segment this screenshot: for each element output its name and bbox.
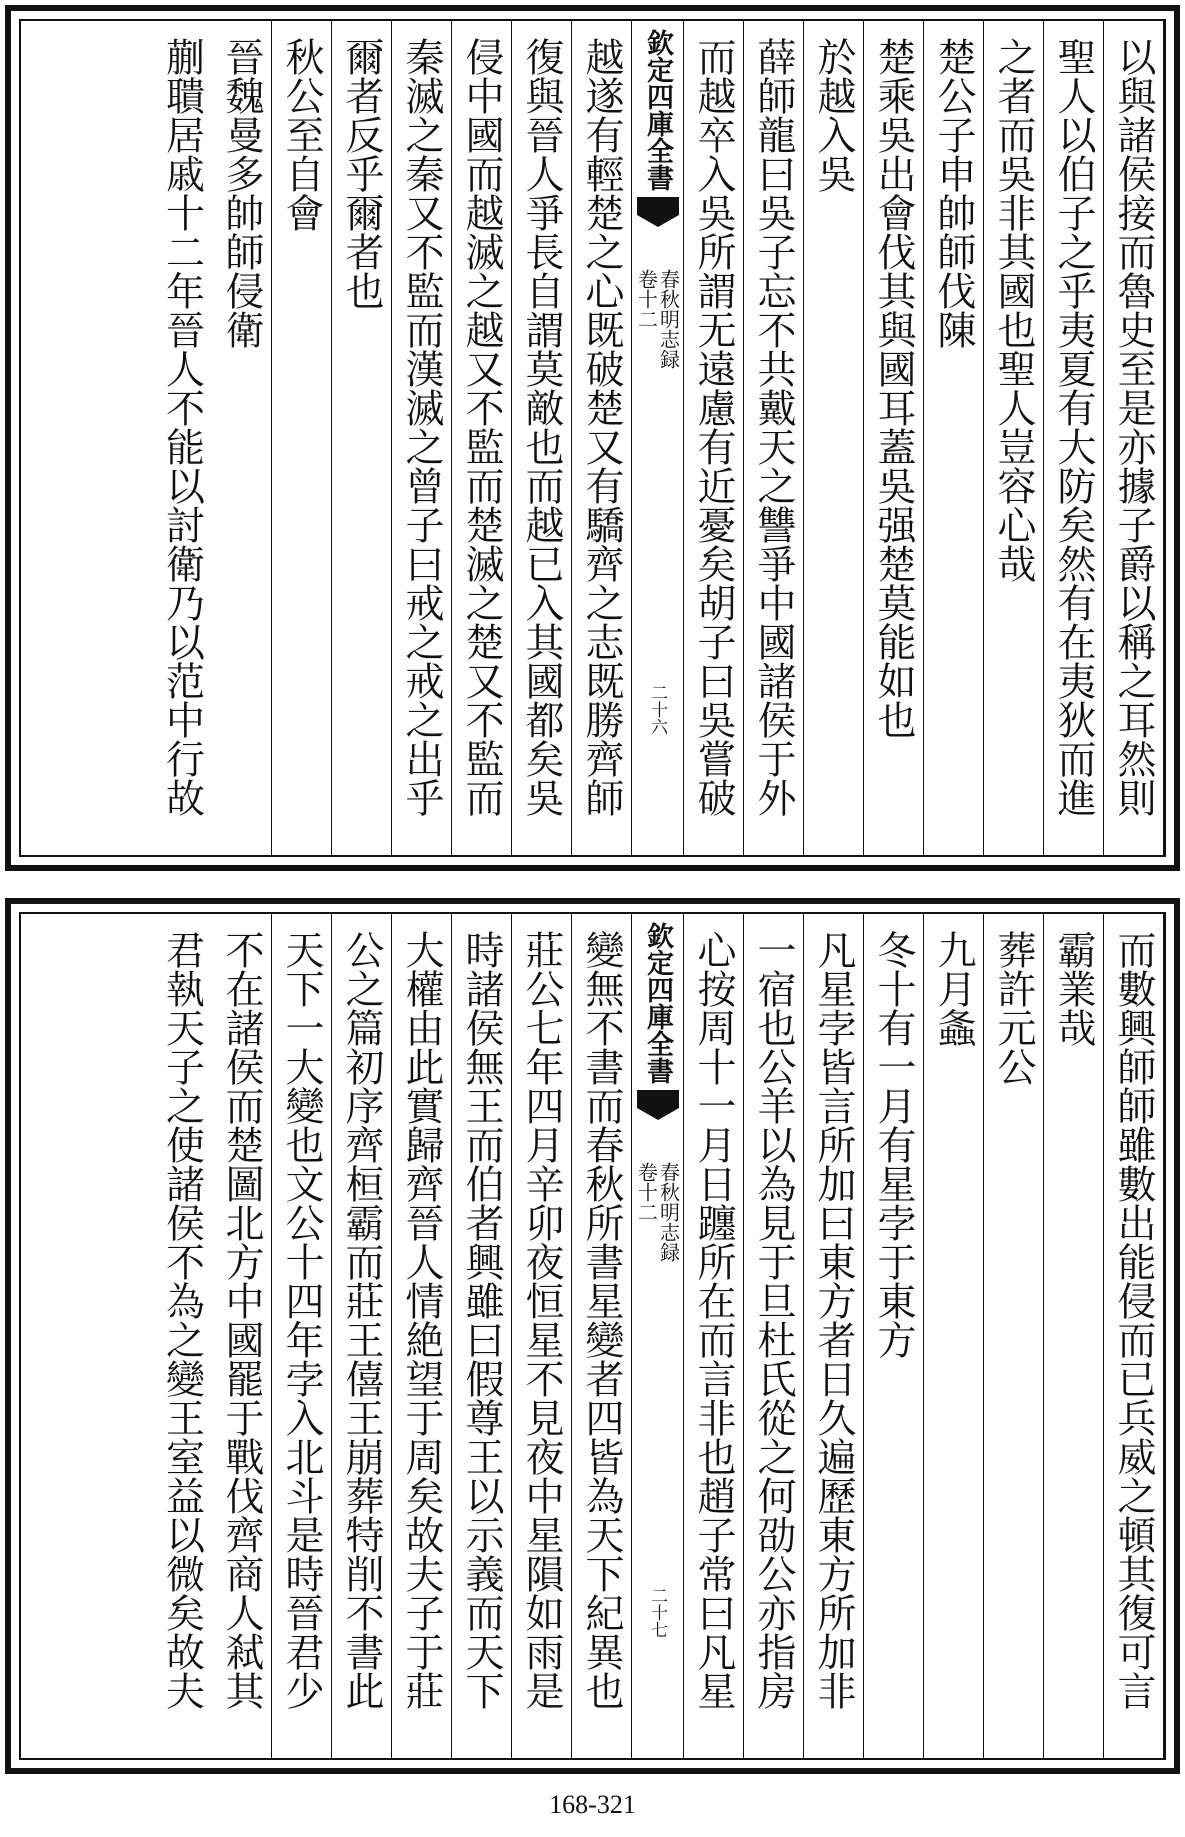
text-column (572, 914, 632, 1758)
section-title: 春秋明志録 (656, 1162, 681, 1262)
column-text: 蒯聵居戚十二年晉人不能以討衛乃以范中行故 (159, 37, 205, 817)
page-number: 二十七 (647, 1587, 667, 1638)
text-column (152, 914, 212, 1758)
column-text: 大權由此實歸齊晉人情絶望于周矣故夫子于莊 (399, 930, 444, 1710)
page-panel-bottom (5, 898, 1180, 1774)
page-panel-top (5, 5, 1180, 871)
text-column (392, 914, 452, 1758)
text-column (684, 914, 744, 1758)
text-column (744, 914, 804, 1758)
column-text: 而越卒入吳所謂无遠慮有近憂矣胡子曰吳嘗破 (691, 37, 736, 817)
column-text: 薛師龍曰吳子忘不共戴天之讐爭中國諸侯于外 (751, 37, 796, 817)
section-label (634, 1162, 681, 1262)
column-text: 一宿也公羊以為見于旦杜氏從之何劭公亦指房 (751, 930, 796, 1710)
text-column (1104, 21, 1164, 855)
footer-page-code: 168-321 (549, 1790, 636, 1819)
column-text: 公之篇初序齊桓霸而莊王僖王崩葬特削不書此 (339, 930, 384, 1710)
column-text: 而數興師師雖數出能侵而已兵威之頓其復可言 (1111, 930, 1156, 1710)
section-volume: 卷十二 (634, 269, 659, 329)
text-column (864, 914, 924, 1758)
section-title: 春秋明志録 (656, 269, 681, 369)
text-column (272, 914, 332, 1758)
book-title: 欽定四庫全書 (642, 29, 673, 191)
text-column (332, 914, 392, 1758)
text-column (744, 21, 804, 855)
text-column (1044, 21, 1104, 855)
column-text: 以與諸侯接而魯史至是亦據子爵以稱之耳然則 (1111, 37, 1156, 817)
column-text: 晉魏曼多帥師侵衛 (219, 37, 264, 349)
text-column (864, 21, 924, 855)
center-fold-column (632, 21, 684, 855)
column-text: 秋公至自會 (279, 37, 324, 232)
page-frame-bottom (19, 912, 1166, 1760)
column-text: 楚乘吳出會伐其與國耳蓋吳强楚莫能如也 (871, 37, 916, 739)
text-column (804, 914, 864, 1758)
column-text: 心按周十一月日躔所在而言非也趙子常曰凡星 (691, 930, 736, 1710)
column-text: 莊公七年四月辛卯夜恒星不見夜中星隕如雨是 (519, 930, 564, 1710)
column-text: 於越入吳 (811, 37, 856, 193)
text-column (152, 21, 212, 855)
page-frame-top (19, 19, 1166, 857)
text-column (212, 914, 272, 1758)
fishtail-mark-icon (637, 197, 679, 229)
column-text: 復與晉人爭長自謂莫敵也而越已入其國都矣吳 (519, 37, 564, 817)
column-text: 冬十有一月有星孛于東方 (871, 930, 916, 1359)
column-text: 不在諸侯而楚圖北方中國罷于戰伐齊商人弒其 (219, 930, 264, 1710)
column-text: 葬許元公 (991, 930, 1036, 1086)
column-text: 侵中國而越滅之越又不監而楚滅之楚又不監而 (459, 37, 504, 817)
column-text: 秦滅之秦又不監而漢滅之曾子曰戒之戒之出乎 (399, 37, 444, 817)
column-text: 之者而吳非其國也聖人豈容心哉 (991, 37, 1036, 583)
text-column (984, 21, 1044, 855)
column-text: 九月螽 (931, 930, 976, 1047)
book-title: 欽定四庫全書 (642, 922, 673, 1084)
page-number: 二十六 (647, 684, 667, 735)
column-text: 爾者反乎爾者也 (339, 37, 384, 310)
text-column (924, 21, 984, 855)
section-volume: 卷十二 (634, 1162, 659, 1222)
column-text: 霸業哉 (1051, 930, 1096, 1047)
text-column (512, 914, 572, 1758)
text-column (452, 21, 512, 855)
column-text: 天下一大變也文公十四年孛入北斗是時晉君少 (279, 930, 324, 1710)
text-column (272, 21, 332, 855)
text-column (1044, 914, 1104, 1758)
column-text: 越遂有輕楚之心既破楚又有驕齊之志既勝齊師 (579, 37, 624, 817)
column-text: 聖人以伯子之乎夷夏有大防矣然有在夷狄而進 (1051, 37, 1096, 817)
text-column (512, 21, 572, 855)
column-text: 凡星孛皆言所加曰東方者日久遍歷東方所加非 (811, 930, 856, 1710)
column-text: 時諸侯無王而伯者興雖曰假尊王以示義而天下 (459, 930, 504, 1710)
fishtail-mark-icon (637, 1090, 679, 1122)
column-text: 變無不書而春秋所書星變者四皆為天下紀異也 (579, 930, 624, 1710)
text-column (392, 21, 452, 855)
text-column (452, 914, 512, 1758)
center-fold-column (632, 914, 684, 1758)
text-column (804, 21, 864, 855)
text-column (984, 914, 1044, 1758)
text-column (332, 21, 392, 855)
column-text: 君執天子之使諸侯不為之變王室益以微矣故夫 (159, 930, 205, 1710)
text-column (572, 21, 632, 855)
column-text: 楚公子申帥師伐陳 (931, 37, 976, 349)
text-column (212, 21, 272, 855)
text-column (1104, 914, 1164, 1758)
section-label (634, 269, 681, 369)
text-column (924, 914, 984, 1758)
text-column (684, 21, 744, 855)
